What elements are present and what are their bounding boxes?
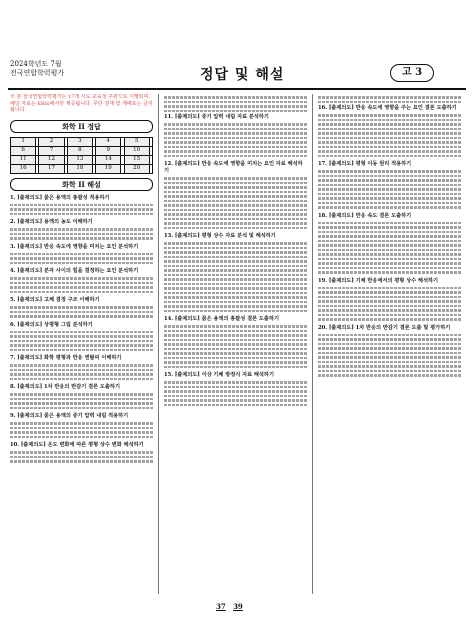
text-line (10, 393, 153, 396)
page-total: 39 (233, 602, 243, 611)
text-line (10, 402, 153, 405)
explanation-item (164, 114, 307, 157)
page-current: 37 (216, 602, 226, 611)
explanation-item (318, 325, 461, 377)
explanation-title: 8. [출제의도] 1차 반응의 반감기 결론 도출하기 (10, 384, 120, 390)
text-line (10, 378, 153, 381)
text-line (10, 233, 153, 236)
text-line (318, 240, 461, 243)
text-line (318, 352, 461, 355)
text-line (164, 191, 307, 194)
text-line (164, 204, 307, 207)
answer-question-number: 19 (96, 164, 121, 173)
text-line (164, 283, 307, 286)
explanation-title: 15. [출제의도] 이상 기체 방정식 자료 해석하기 (164, 372, 274, 378)
text-line (164, 186, 307, 189)
text-line (318, 343, 461, 346)
explanation-title: 12. [출제의도] 반응 속도에 영향을 미치는 요인 자료 해석하기 (164, 161, 303, 174)
text-line (318, 244, 461, 247)
exam-name: 전국연합학력평가 (10, 69, 65, 77)
text-line (164, 296, 307, 299)
column-2 (164, 94, 307, 594)
text-line (164, 146, 307, 149)
text-line (164, 141, 307, 144)
explanation-item (10, 297, 153, 318)
text-line (164, 150, 307, 153)
text-line (10, 257, 153, 260)
answer-question-number: 11 (11, 155, 36, 164)
text-line (10, 262, 153, 265)
text-line (10, 315, 153, 318)
page-number (216, 602, 243, 611)
explanation-title: 13. [출제의도] 평형 상수 자료 분석 및 해석하기 (164, 233, 276, 239)
text-line (164, 251, 307, 254)
answer-question-number: 7 (39, 146, 64, 155)
text-line (164, 182, 307, 185)
text-line (318, 179, 461, 182)
text-line (10, 373, 153, 376)
text-line (318, 258, 461, 261)
text-line (164, 381, 307, 384)
text-line (318, 253, 461, 256)
explanation-item (10, 442, 153, 463)
text-line (164, 292, 307, 295)
text-line (318, 141, 461, 144)
explanation-item (10, 268, 153, 293)
text-line (318, 347, 461, 350)
text-line (318, 137, 461, 140)
answer-question-number: 9 (96, 146, 121, 155)
answer-question-number: 5 (124, 137, 149, 146)
explanation-item (318, 213, 461, 274)
text-line (10, 291, 153, 294)
text-line (10, 277, 153, 280)
explanation-item (10, 322, 153, 352)
explanation-item (164, 233, 307, 312)
text-line (164, 366, 307, 369)
text-line (10, 253, 153, 256)
text-line (164, 132, 307, 135)
text-line (10, 331, 153, 334)
explanation-item (10, 219, 153, 240)
text-line (318, 206, 461, 209)
answer-question-number: 6 (11, 146, 36, 155)
text-line (164, 209, 307, 212)
explanation-item (10, 195, 153, 216)
text-line (10, 398, 153, 401)
text-line (10, 407, 153, 410)
text-line (318, 222, 461, 225)
text-line (318, 119, 461, 122)
exam-year: 2024학년도 7월 (10, 60, 62, 68)
explanation-title: 4. [출제의도] 분자 사이의 힘을 결정하는 요인 분석하기 (10, 268, 139, 274)
text-line (318, 231, 461, 234)
answer-question-number: 16 (11, 164, 36, 173)
text-line (164, 242, 307, 245)
text-line (318, 361, 461, 364)
text-line (10, 344, 153, 347)
explanation-item (318, 278, 461, 321)
text-line (164, 227, 307, 230)
text-line (318, 309, 461, 312)
text-line (164, 334, 307, 337)
answer-question-number: 15 (124, 155, 149, 164)
column-divider (158, 94, 159, 594)
text-line (164, 352, 307, 355)
answer-row (11, 137, 153, 146)
text-line (318, 287, 461, 290)
text-line (318, 338, 461, 341)
text-line (318, 170, 461, 173)
text-line (164, 274, 307, 277)
text-line (164, 265, 307, 268)
explanation-title: 20. [출제의도] 1차 반응의 반감기 결론 도출 및 평가하기 (318, 324, 451, 331)
answer-question-number: 3 (67, 137, 92, 146)
answer-question-number: 18 (67, 164, 92, 173)
text-line (164, 305, 307, 308)
explanation-title: 5. [출제의도] 고체 결정 구조 이해하기 (10, 297, 100, 303)
text-line (164, 218, 307, 221)
explanation-item (318, 105, 461, 157)
answer-section-title: 화학 II 정답 (10, 120, 153, 133)
explanation-item (164, 161, 307, 229)
text-line (164, 390, 307, 393)
text-line (318, 296, 461, 299)
text-line (10, 456, 153, 459)
answer-question-number: 17 (39, 164, 64, 173)
explanation-title: 10. [출제의도] 온도 변화에 따른 평형 상수 변화 해석하기 (10, 442, 144, 448)
text-line (164, 310, 307, 313)
text-line (164, 348, 307, 351)
text-line (318, 291, 461, 294)
explanation-list (10, 195, 153, 463)
text-line (318, 356, 461, 359)
text-line (318, 314, 461, 317)
text-line (10, 228, 153, 231)
answer-question-number: 13 (67, 155, 92, 164)
text-line (318, 271, 461, 274)
text-line (164, 222, 307, 225)
text-line (318, 132, 461, 135)
text-line (318, 188, 461, 191)
explanation-title: 1. [출제의도] 묽은 용액의 총괄성 적용하기 (10, 194, 110, 201)
answer-question-number: 12 (39, 155, 64, 164)
text-line (164, 386, 307, 389)
text-line (164, 395, 307, 398)
text-line (10, 436, 153, 439)
text-line (10, 369, 153, 372)
text-line (164, 177, 307, 180)
explanation-title: 9. [출제의도] 묽은 용액의 증기 압력 내림 적용하기 (10, 413, 129, 419)
text-line (318, 226, 461, 229)
text-line (10, 282, 153, 285)
text-line (318, 318, 461, 321)
text-line (164, 195, 307, 198)
text-line (10, 349, 153, 352)
text-line (164, 247, 307, 250)
explanation-item (10, 355, 153, 380)
explanation-title: 2. [출제의도] 용액의 농도 이해하기 (10, 219, 93, 225)
text-line (10, 213, 153, 216)
text-line (10, 311, 153, 314)
explanation-title: 11. [출제의도] 증기 압력 내림 자료 분석하기 (164, 114, 269, 120)
text-line (318, 334, 461, 337)
text-line (318, 249, 461, 252)
header-rule (8, 88, 466, 90)
answer-row (11, 146, 153, 155)
text-line (10, 340, 153, 343)
text-line (10, 306, 153, 309)
answer-table (10, 137, 153, 174)
column-divider (312, 94, 313, 594)
text-line (10, 460, 153, 463)
text-line (10, 335, 153, 338)
explanation-title: 3. [출제의도] 반응 속도에 영향을 미치는 요인 분석하기 (10, 243, 139, 250)
explanation-item (164, 316, 307, 368)
text-line (318, 370, 461, 373)
text-line (318, 197, 461, 200)
text-line (10, 364, 153, 367)
text-line (318, 155, 461, 158)
text-line (318, 114, 461, 117)
answer-question-number: 20 (124, 164, 149, 173)
answer-question-number: 4 (96, 137, 121, 146)
text-line (318, 300, 461, 303)
text-line (10, 204, 153, 207)
text-line (318, 365, 461, 368)
explanation-title: 16. [출제의도] 반응 속도에 영향을 주는 요인 결론 도출하기 (318, 105, 457, 111)
text-line (164, 330, 307, 333)
text-line (164, 301, 307, 304)
text-line (164, 357, 307, 360)
text-line (164, 339, 307, 342)
answer-choice (149, 146, 152, 155)
text-line (164, 399, 307, 402)
text-line (318, 175, 461, 178)
text-line (318, 267, 461, 270)
text-line (164, 287, 307, 290)
text-line (318, 262, 461, 265)
text-line (164, 361, 307, 364)
text-line (10, 422, 153, 425)
explanation-item (10, 244, 153, 265)
explanation-title: 18. [출제의도] 반응 속도 결론 도출하기 (318, 212, 412, 219)
text-line (164, 128, 307, 131)
explanation-item (164, 372, 307, 406)
page-title: 정답 및 해설 (200, 67, 285, 83)
answer-question-number: 1 (11, 137, 36, 146)
text-line (164, 343, 307, 346)
explanation-title: 7. [출제의도] 화학 평형과 반응 엔탈피 이해하기 (10, 355, 122, 361)
text-line (164, 278, 307, 281)
answer-question-number: 14 (96, 155, 121, 164)
text-line (318, 123, 461, 126)
explanation-item (10, 384, 153, 409)
text-line (10, 451, 153, 454)
text-line (10, 427, 153, 430)
column-3 (318, 94, 461, 594)
text-line (318, 128, 461, 131)
explanation-list (164, 114, 307, 406)
text-line (164, 325, 307, 328)
text-line (318, 305, 461, 308)
text-line (318, 146, 461, 149)
text-line (10, 286, 153, 289)
answer-question-number: 2 (39, 137, 64, 146)
page-header (0, 0, 474, 86)
notice-text: ※ 본 전국연합학력평가는 17개 시도 교육청 주관으로 시행되며, 해당 자료는 EBSi에서만 제공됩니다. 무단 전재 및 재배포는 금지됩니다. (10, 94, 153, 113)
explanation-item (318, 161, 461, 209)
answer-row (11, 164, 153, 173)
explanation-title: 19. [출제의도] 기체 반응에서의 평형 상수 해석하기 (318, 277, 438, 284)
text-line (318, 202, 461, 205)
text-line (318, 150, 461, 153)
text-line (164, 155, 307, 158)
text-line (318, 374, 461, 377)
text-line (318, 235, 461, 238)
text-line (164, 137, 307, 140)
text-line (164, 213, 307, 216)
text-line (10, 208, 153, 211)
exam-meta (10, 60, 64, 78)
text-line (164, 269, 307, 272)
answer-question-number: 10 (124, 146, 149, 155)
answer-choice (149, 137, 152, 146)
text-line (164, 123, 307, 126)
text-line (318, 184, 461, 187)
answer-question-number: 8 (67, 146, 92, 155)
grade-badge: 고 3 (390, 64, 434, 82)
answer-choice (149, 155, 152, 164)
explanation-title: 6. [출제의도] 상평형 그림 분석하기 (10, 321, 93, 328)
column-1 (10, 94, 153, 594)
text-line (10, 237, 153, 240)
answer-row (11, 155, 153, 164)
explanation-item (10, 413, 153, 438)
explanation-title: 17. [출제의도] 평형 이동 원리 적용하기 (318, 161, 412, 167)
explanation-list (318, 105, 461, 377)
text-line (164, 404, 307, 407)
explanation-title: 14. [출제의도] 묽은 용액의 총괄성 결론 도출하기 (164, 316, 279, 322)
text-line (318, 193, 461, 196)
explain-section-title: 화학 II 해설 (10, 178, 153, 191)
text-line (164, 260, 307, 263)
text-line (164, 256, 307, 259)
text-line (10, 431, 153, 434)
answer-choice (149, 164, 152, 173)
text-line (164, 200, 307, 203)
